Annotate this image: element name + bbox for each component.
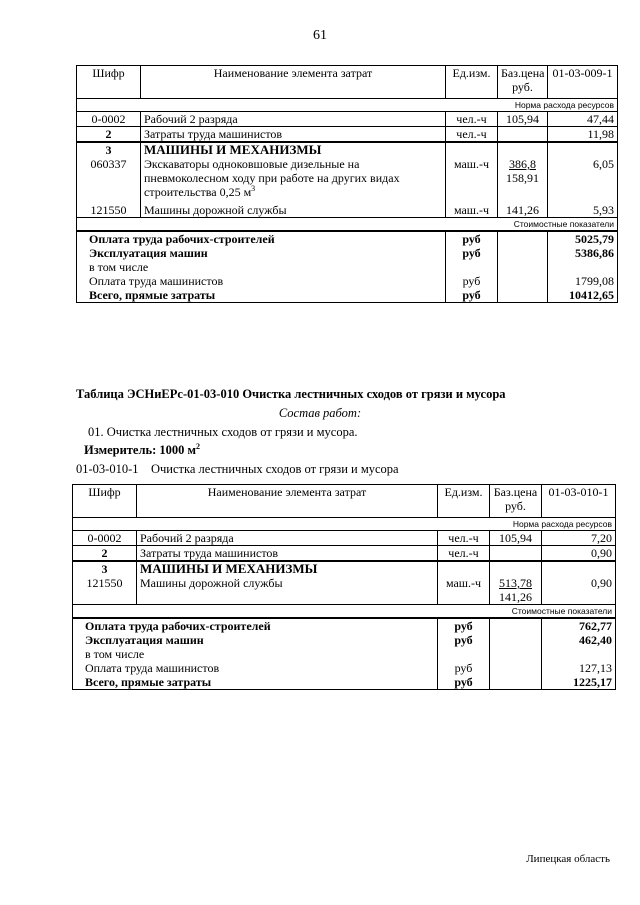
table-row: 060337 Экскаваторы одноковшовые дизельные на пневмоколесном ходу при работе на других видах строительства 0,25 $м^3$ маш.-ч 386,8 158,91 6,05 (77, 157, 618, 203)
table-row: 121550 Машины дорожной службы маш.-ч 141,26 5,93 (77, 203, 618, 218)
cost-label: Стоимостные показатели (77, 218, 618, 232)
cost-row: в том числе (73, 647, 616, 661)
norm-label: Норма расхода ресурсов (73, 518, 616, 531)
code-line: 01-03-010-1 Очистка лестничных сходов от грязи и мусора (76, 462, 399, 476)
cost-label: Стоимостные показатели (73, 605, 616, 619)
header-price: Баз.цена руб. (498, 66, 548, 99)
table-row: 2 Затраты труда машинистов чел.-ч 11,98 (77, 127, 618, 143)
cost-row: Оплата труда рабочих-строителей руб 762,77 (73, 618, 616, 633)
header-price: Баз.цена руб. (490, 485, 542, 518)
works-heading: Состав работ: (278, 406, 362, 420)
cost-row: Всего, прямые затраты руб 1225,17 (73, 675, 616, 690)
cost-row: Оплата труда рабочих-строителей руб 5025,79 (77, 231, 618, 246)
page-number: 61 (313, 28, 327, 43)
resource-table-1 (76, 65, 618, 303)
cost-row: Эксплуатация машин руб 5386,86 (77, 246, 618, 260)
cost-row: в том числе (77, 260, 618, 274)
table-row: 0-0002 Рабочий 2 разряда чел.-ч 105,94 7,20 (73, 531, 616, 546)
header-name: Наименование элемента затрат (141, 66, 446, 99)
header-code: Шифр (77, 66, 141, 99)
footer-region: Липецкая область (526, 853, 610, 865)
cost-row: Оплата труда машинистов руб 1799,08 (77, 274, 618, 288)
table-row: 0-0002 Рабочий 2 разряда чел.-ч 105,94 47,44 (77, 112, 618, 127)
resource-table-2 (72, 484, 616, 690)
table-row: 2 Затраты труда машинистов чел.-ч 0,90 (73, 546, 616, 562)
header-code: Шифр (73, 485, 137, 518)
header-unit: Ед.изм. (438, 485, 490, 518)
header-norm-code: 01-03-010-1 (542, 485, 616, 518)
cost-row: Оплата труда машинистов руб 127,13 (73, 661, 616, 675)
cost-row: Эксплуатация машин руб 462,40 (73, 633, 616, 647)
table-row: 3 МАШИНЫ И МЕХАНИЗМЫ (73, 561, 616, 576)
cost-row: Всего, прямые затраты руб 10412,65 (77, 288, 618, 303)
header-norm-code: 01-03-009-1 (548, 66, 618, 99)
norm-label: Норма расхода ресурсов (77, 99, 618, 112)
measure: Измеритель: 1000 $м^2$ (84, 441, 201, 457)
header-name: Наименование элемента затрат (137, 485, 438, 518)
table-row: 121550 Машины дорожной службы маш.-ч 513,78 141,26 0,90 (73, 576, 616, 605)
table-row: 3 МАШИНЫ И МЕХАНИЗМЫ (77, 142, 618, 157)
section-title: Таблица ЭСНиЕРс-01-03-010 Очистка лестничных сходов от грязи и мусора (76, 387, 506, 401)
header-unit: Ед.изм. (446, 66, 498, 99)
work-item: 01. Очистка лестничных сходов от грязи и мусора. (88, 425, 358, 439)
